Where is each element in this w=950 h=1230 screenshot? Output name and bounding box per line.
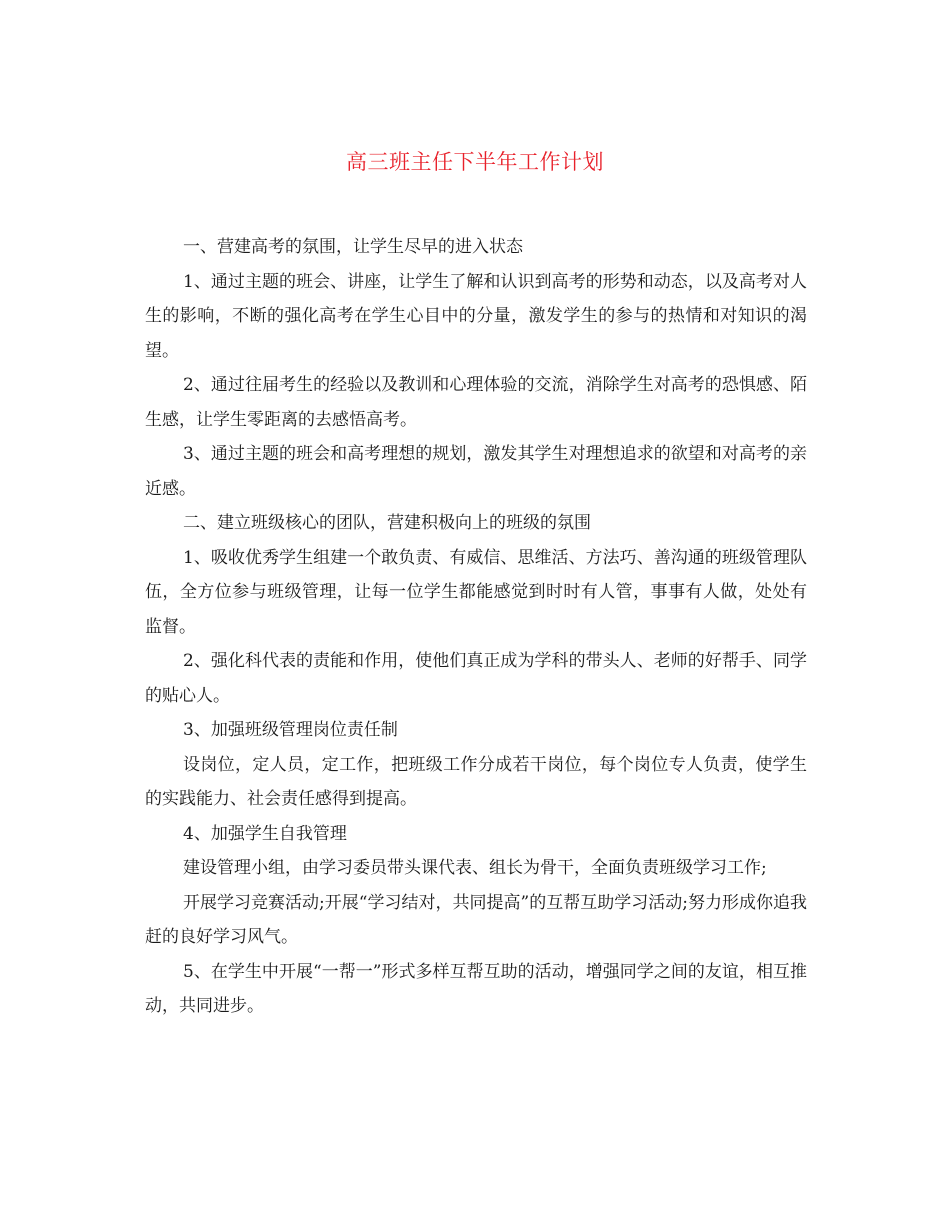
section-heading-1: 一、营建高考的氛围，让学生尽早的进入状态	[183, 237, 523, 257]
paragraph: 设岗位，定人员，定工作，把班级工作分成若干岗位，每个岗位专人负责，使学生的实践能力、社会责任感得到提高。	[145, 754, 807, 809]
section-heading-2: 二、建立班级核心的团队，营建积极向上的班级的氛围	[183, 513, 591, 533]
paragraph: 2、强化科代表的责能和作用，使他们真正成为学科的带头人、老师的好帮手、同学的贴心人。	[145, 651, 807, 706]
paragraph: 1、吸收优秀学生组建一个敢负责、有威信、思维活、方法巧、善沟通的班级管理队伍，全方位参与班级管理，让每一位学生都能感觉到时时有人管，事事有人做，处处有监督。	[145, 547, 807, 637]
document-body	[145, 230, 807, 1024]
paragraph: 开展学习竞赛活动;开展“学习结对，共同提高”的互帮互助学习活动;努力形成你追我赶的良好学习风气。	[145, 892, 807, 947]
paragraph: 4、加强学生自我管理	[183, 823, 347, 844]
paragraph: 5、在学生中开展“一帮一”形式多样互帮互助的活动，增强同学之间的友谊，相互推动，共同进步。	[145, 961, 807, 1016]
paragraph: 3、加强班级管理岗位责任制	[183, 720, 398, 740]
document-title: 高三班主任下半年工作计划	[346, 150, 604, 174]
paragraph: 2、通过往届考生的经验以及教训和心理体验的交流，消除学生对高考的恐惧感、陌生感，让学生零距离的去感悟高考。	[145, 375, 807, 430]
paragraph: 1、通过主题的班会、讲座，让学生了解和认识到高考的形势和动态，以及高考对人生的影响，不断的强化高考在学生心目中的分量，激发学生的参与的热情和对知识的渴望。	[145, 271, 807, 361]
paragraph: 建设管理小组，由学习委员带头课代表、组长为骨干，全面负责班级学习工作;	[183, 858, 767, 878]
paragraph: 3、通过主题的班会和高考理想的规划，激发其学生对理想追求的欲望和对高考的亲近感。	[145, 444, 807, 499]
